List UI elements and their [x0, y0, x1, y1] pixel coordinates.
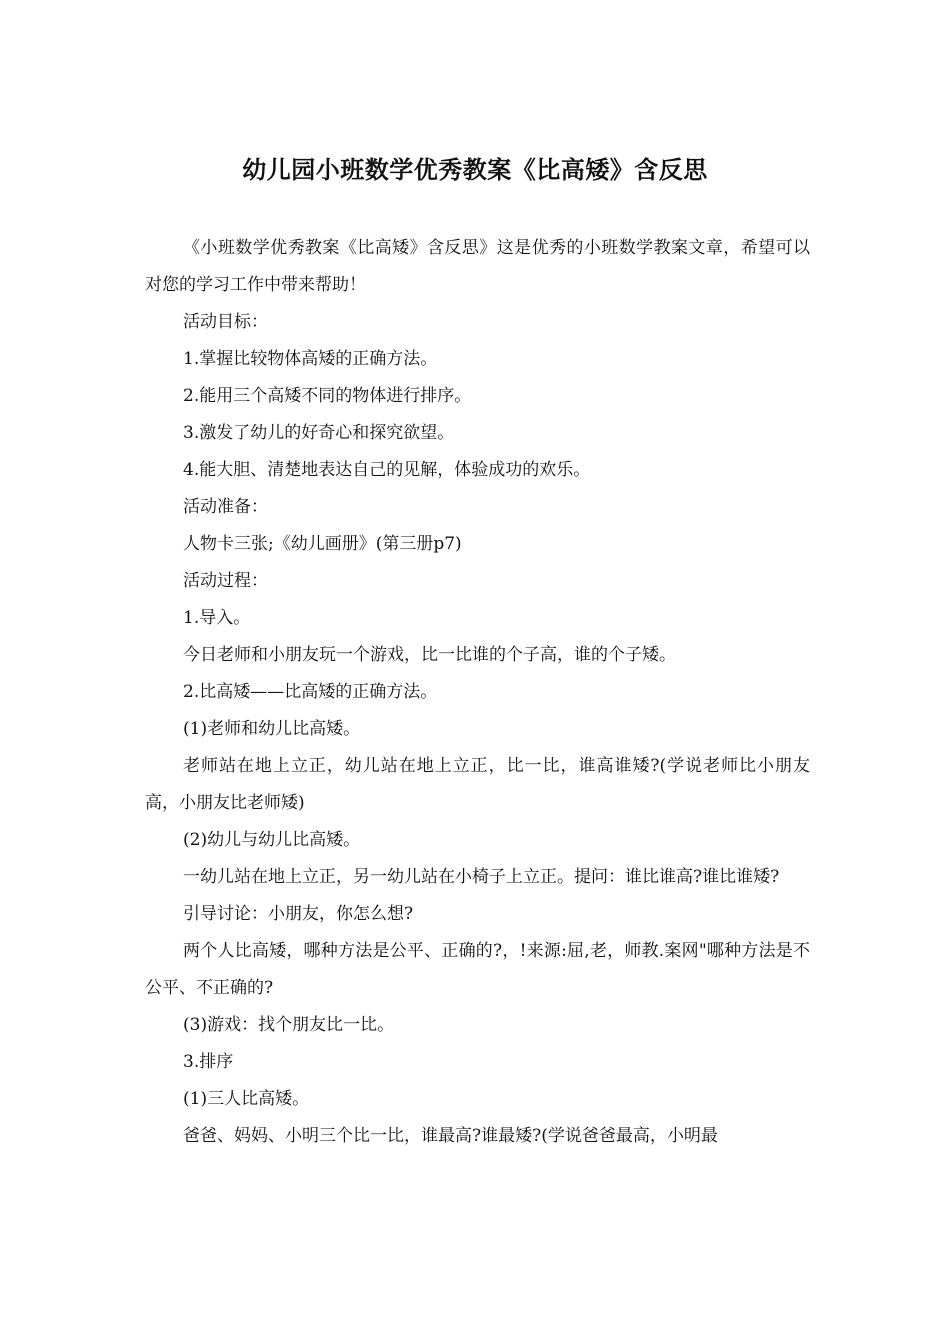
preparation-text: 人物卡三张;《幼儿画册》(第三册p7) [183, 534, 462, 554]
paragraph-intro: 《小班数学优秀教案《比高矮》含反思》这是优秀的小班数学教案文章，希望可以对您的学习工作中带来帮助！ [145, 238, 810, 295]
heading-process: 活动过程： [183, 571, 268, 591]
process-text: 今日老师和小朋友玩一个游戏，比一比谁的个子高，谁的个子矮。 [183, 645, 676, 665]
document-title: 幼儿园小班数学优秀教案《比高矮》含反思 [242, 156, 708, 184]
process-step: 3.排序 [183, 1052, 234, 1072]
process-step: 1.导入。 [183, 608, 251, 628]
process-text: 老师站在地上立正，幼儿站在地上立正，比一比，谁高谁矮?(学说老师比小朋友高，小朋友比老师矮) [145, 756, 810, 813]
goal-item: 2.能用三个高矮不同的物体进行排序。 [183, 386, 472, 406]
process-step: 2.比高矮——比高矮的正确方法。 [183, 682, 438, 702]
process-substep: (3)游戏：找个朋友比一比。 [183, 1015, 395, 1035]
goal-item: 3.激发了幼儿的好奇心和探究欲望。 [183, 423, 455, 443]
process-substep: (2)幼儿与幼儿比高矮。 [183, 830, 361, 850]
heading-preparation: 活动准备： [183, 497, 268, 517]
process-text: 爸爸、妈妈、小明三个比一比，谁最高?谁最矮?(学说爸爸最高，小明最 [183, 1126, 718, 1146]
document-body [145, 230, 810, 1155]
process-text: 引导讨论：小朋友，你怎么想? [183, 904, 414, 924]
goal-item: 1.掌握比较物体高矮的正确方法。 [183, 349, 438, 369]
process-text: 两个人比高矮，哪种方法是公平、正确的?，!来源:屈,老，师教.案网"哪种方法是不公平、不正确的? [145, 941, 810, 998]
heading-goals: 活动目标： [183, 312, 268, 332]
goal-item: 4.能大胆、清楚地表达自己的见解，体验成功的欢乐。 [183, 460, 591, 480]
process-text: 一幼儿站在地上立正，另一幼儿站在小椅子上立正。提问：谁比谁高?谁比谁矮? [183, 867, 780, 887]
process-substep: (1)三人比高矮。 [183, 1089, 310, 1109]
process-substep: (1)老师和幼儿比高矮。 [183, 719, 361, 739]
